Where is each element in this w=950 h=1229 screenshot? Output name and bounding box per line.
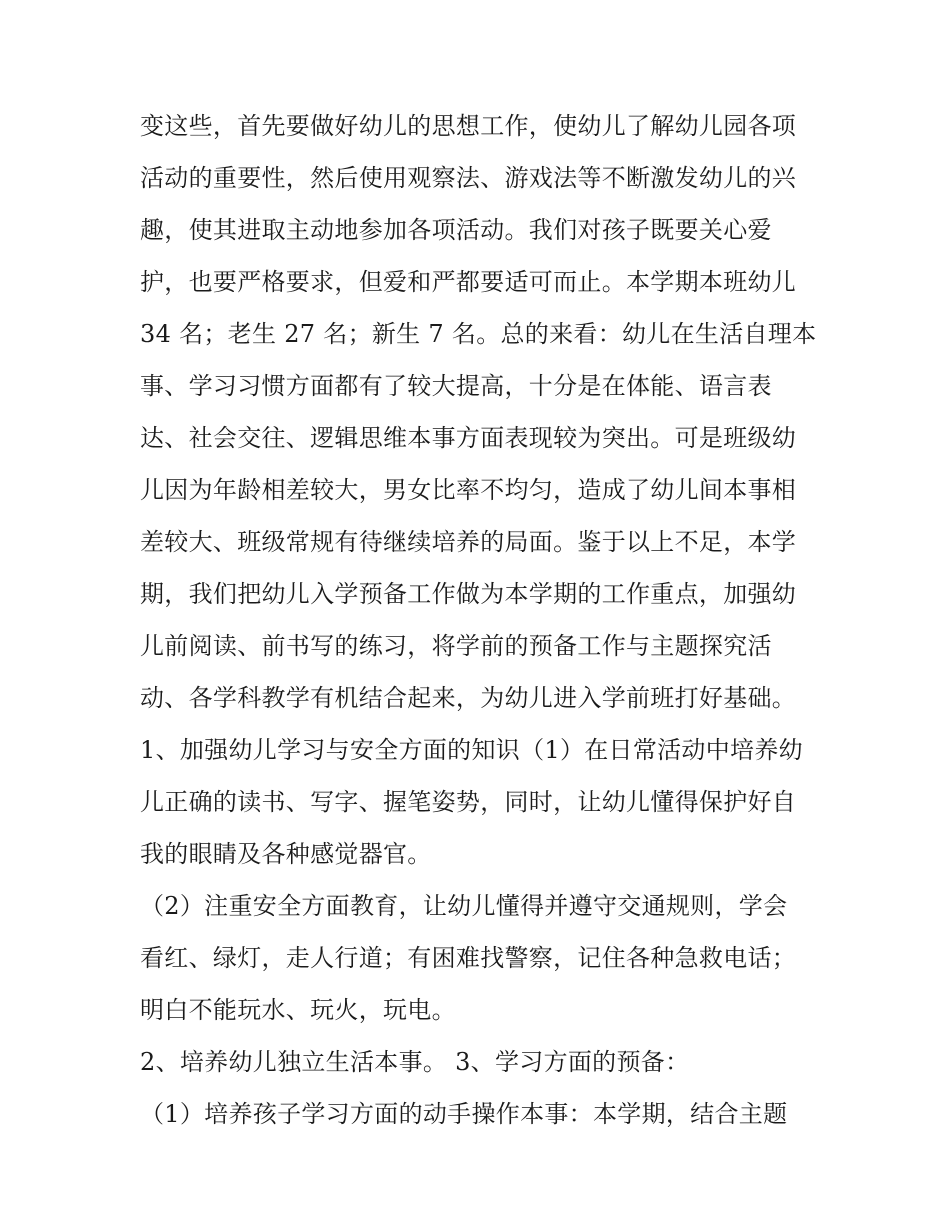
text-line: 活动的重要性，然后使用观察法、游戏法等不断激发幼儿的兴 bbox=[140, 164, 797, 192]
text-line: 儿正确的读书、写字、握笔姿势，同时，让幼儿懂得保护好自 bbox=[140, 788, 797, 816]
text-line: （1）培养孩子学习方面的动手操作本事：本学期，结合主题 bbox=[140, 1100, 788, 1128]
text-line: 我的眼睛及各种感觉器官。 bbox=[140, 840, 432, 868]
text-line: 变这些，首先要做好幼儿的思想工作，使幼儿了解幼儿园各项 bbox=[140, 112, 797, 140]
text-line: 儿前阅读、前书写的练习，将学前的预备工作与主题探究活 bbox=[140, 632, 772, 660]
text-line: 明白不能玩水、玩火，玩电。 bbox=[140, 996, 456, 1024]
text-line: 看红、绿灯，走人行道；有困难找警察，记住各种急救电话； bbox=[140, 944, 797, 972]
text-line: 期，我们把幼儿入学预备工作做为本学期的工作重点，加强幼 bbox=[140, 580, 797, 608]
text-line: 护，也要严格要求，但爱和严都要适可而止。本学期本班幼儿 bbox=[140, 268, 797, 296]
text-line: 事、学习习惯方面都有了较大提高，十分是在体能、语言表 bbox=[140, 372, 772, 400]
text-line: （2）注重安全方面教育，让幼儿懂得并遵守交通规则，学会 bbox=[140, 892, 788, 920]
text-line: 趣，使其进取主动地参加各项活动。我们对孩子既要关心爱 bbox=[140, 216, 772, 244]
text-line: 儿因为年龄相差较大，男女比率不均匀，造成了幼儿间本事相 bbox=[140, 476, 797, 504]
text-line: 34 名；老生 27 名；新生 7 名。总的来看：幼儿在生活自理本 bbox=[140, 320, 817, 348]
text-line: 达、社会交往、逻辑思维本事方面表现较为突出。可是班级幼 bbox=[140, 424, 797, 452]
text-line: 动、各学科教学有机结合起来，为幼儿进入学前班打好基础。 bbox=[140, 684, 797, 712]
body-text bbox=[140, 100, 820, 1140]
text-line: 差较大、班级常规有待继续培养的局面。鉴于以上不足，本学 bbox=[140, 528, 797, 556]
text-line: 1、加强幼儿学习与安全方面的知识（1）在日常活动中培养幼 bbox=[140, 736, 803, 764]
text-line: 2、培养幼儿独立生活本事。 3、学习方面的预备： bbox=[140, 1048, 690, 1076]
